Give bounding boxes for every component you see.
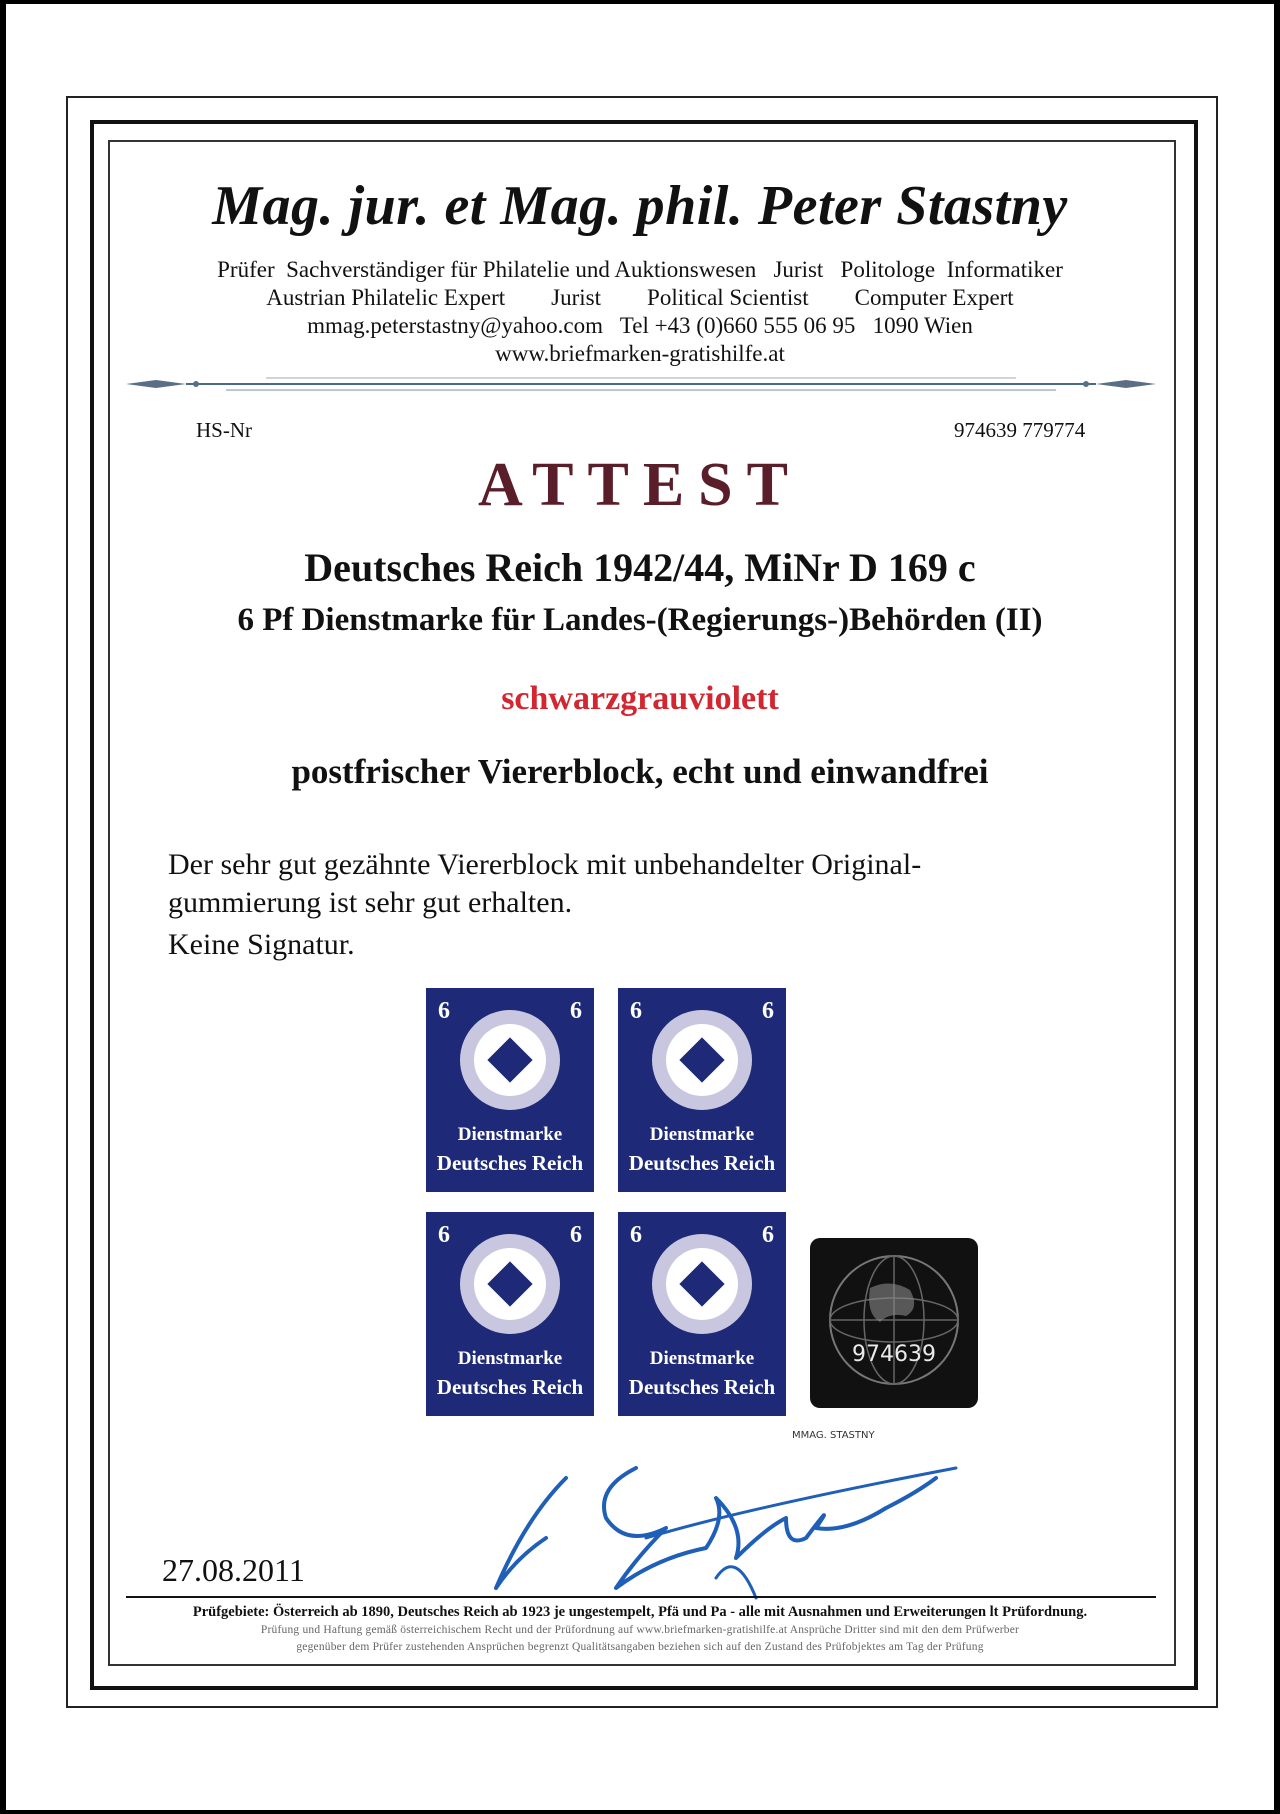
hologram-number: 974639 [852, 1342, 936, 1367]
header-ornament [126, 370, 1156, 400]
expert-credentials-en: Austrian Philatelic Expert Jurist Political Scientist Computer Expert [266, 285, 1014, 310]
globe-icon [810, 1238, 978, 1408]
stamp-value-right: 6 [570, 998, 582, 1024]
stamp-text-top: Dienstmarke [649, 1124, 755, 1145]
stamp-text-top: Dienstmarke [457, 1348, 563, 1369]
certificate-page [6, 4, 1274, 1810]
stamp-block-image [414, 976, 798, 1428]
stamp-4 [618, 1212, 786, 1416]
item-subtitle: 6 Pf Dienstmarke für Landes-(Regierungs-)Behörden (II) [237, 602, 1043, 638]
hs-number-value: 974639 779774 [954, 418, 1086, 442]
condition-statement: postfrischer Viererblock, echt und einwandfrei [291, 752, 989, 791]
stamp-text-bottom: Deutsches Reich [436, 1375, 584, 1399]
stamp-value-right: 6 [762, 1222, 774, 1248]
handwritten-signature [486, 1438, 966, 1608]
stamp-value-right: 6 [570, 1222, 582, 1248]
color-designation: schwarzgrauviolett [501, 680, 779, 717]
stamp-text-bottom: Deutsches Reich [628, 1375, 776, 1399]
certificate-date: 27.08.2011 [162, 1552, 305, 1588]
stamp-value-right: 6 [762, 998, 774, 1024]
expert-credentials-de: Prüfer Sachverständiger für Philatelie und Auktionswesen Jurist Politologe Informatiker [217, 257, 1063, 282]
description-line-1: Der sehr gut gezähnte Viererblock mit unbehandelter Original- [168, 848, 922, 881]
stamp-text-bottom: Deutsches Reich [628, 1151, 776, 1175]
item-title: Deutsches Reich 1942/44, MiNr D 169 c [304, 545, 976, 590]
stamp-block-svg [414, 976, 798, 1428]
description-line-2: gummierung ist sehr gut erhalten. [168, 886, 573, 919]
stamp-text-top: Dienstmarke [457, 1124, 563, 1145]
expert-website: www.briefmarken-gratishilfe.at [495, 341, 785, 366]
hs-number-label: HS-Nr [196, 418, 252, 442]
footer-liability-1: Prüfung und Haftung gemäß österreichischem Recht und der Prüfordnung auf www.briefmarken-gratishilfe.at Ansprüche Dritter sind mit den dem Prüfwerber [260, 1624, 1020, 1636]
signature-stamp-text: MMAG. STASTNY [792, 1430, 875, 1441]
stamp-value-left: 6 [438, 1222, 450, 1248]
stamp-2 [618, 988, 786, 1192]
footer-divider [126, 1596, 1156, 1598]
attest-heading: ATTEST [477, 451, 803, 519]
stamp-value-left: 6 [438, 998, 450, 1024]
expert-contact: mmag.peterstastny@yahoo.com Tel +43 (0)660 555 06 95 1090 Wien [307, 313, 973, 338]
stamp-text-bottom: Deutsches Reich [436, 1151, 584, 1175]
stamp-text-top: Dienstmarke [649, 1348, 755, 1369]
hologram-sticker [810, 1238, 978, 1408]
stamp-1 [426, 988, 594, 1192]
stamp-value-left: 6 [630, 998, 642, 1024]
stamp-3 [426, 1212, 594, 1416]
footer-scope: Prüfgebiete: Österreich ab 1890, Deutsches Reich ab 1923 je ungestempelt, Pfä und Pa - alle mit Ausnahmen und Erweiterungen lt Prüfordnung. [192, 1604, 1088, 1620]
expert-name-title: Mag. jur. et Mag. phil. Peter Stastny [212, 175, 1068, 237]
stamp-value-left: 6 [630, 1222, 642, 1248]
footer-liability-2: gegenüber dem Prüfer zustehenden Ansprüchen begrenzt Qualitätsangaben beziehen sich auf den Zustand des Prüfobjektes am Tag der Prüfung [296, 1641, 984, 1653]
description-line-3: Keine Signatur. [168, 928, 355, 961]
